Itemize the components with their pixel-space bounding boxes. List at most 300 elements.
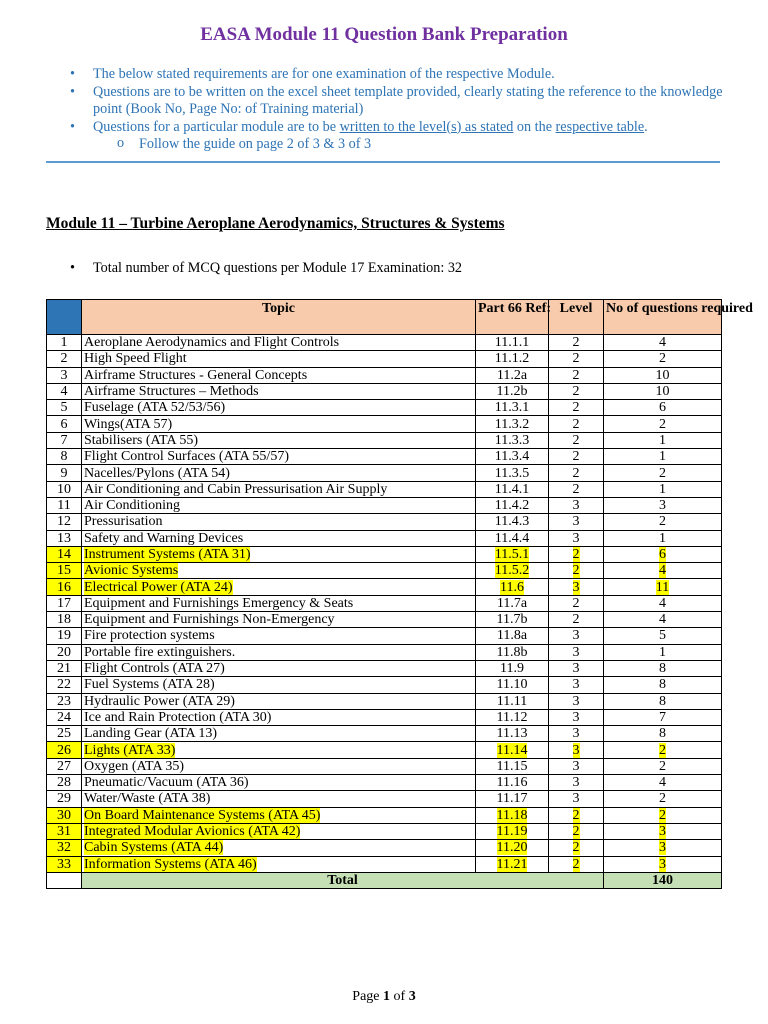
- table-row: [47, 514, 722, 530]
- row-number-text: 7: [60, 432, 68, 448]
- row-number: [47, 726, 82, 742]
- row-number-text: 27: [57, 758, 71, 774]
- circle-bullet-icon: o: [117, 135, 125, 151]
- table-row: [47, 742, 722, 758]
- row-number-text: 30: [57, 807, 71, 823]
- row-questions-text: 3: [659, 824, 666, 840]
- row-level: [549, 367, 604, 383]
- row-topic: [82, 856, 476, 872]
- table-row: [47, 497, 722, 513]
- row-topic-text: Hydraulic Power (ATA 29): [84, 693, 235, 709]
- row-ref-text: 11.3.3: [494, 432, 530, 448]
- row-topic: [82, 677, 476, 693]
- row-questions: [604, 465, 722, 481]
- row-level-text: 3: [572, 661, 580, 677]
- row-ref-text: 11.3.1: [494, 400, 530, 416]
- row-level-text: 3: [572, 775, 580, 791]
- row-number: [47, 823, 82, 839]
- row-questions-text: 4: [659, 612, 666, 628]
- row-ref-text: 11.1.1: [494, 335, 530, 351]
- row-questions-text: 1: [659, 432, 666, 448]
- row-topic-text: Airframe Structures - General Concepts: [84, 367, 308, 383]
- table-body: [47, 335, 722, 873]
- row-topic-text: Instrument Systems (ATA 31): [84, 547, 251, 562]
- row-number-text: 19: [57, 628, 71, 644]
- footer-page-total: 3: [408, 989, 416, 1004]
- table-row: [47, 823, 722, 839]
- row-number: [47, 775, 82, 791]
- table-row: [47, 807, 722, 823]
- row-number-text: 2: [60, 351, 68, 367]
- row-topic: [82, 823, 476, 839]
- row-questions: [604, 481, 722, 497]
- row-ref-text: 11.4.4: [494, 530, 530, 546]
- row-questions-text: 6: [659, 547, 666, 562]
- row-number-text: 3: [60, 367, 68, 383]
- row-topic: [82, 351, 476, 367]
- row-level-text: 2: [572, 563, 580, 579]
- sub-bullet-text: Follow the guide on page 2 of 3 & 3 of 3: [139, 136, 372, 152]
- footer-of-word: of: [390, 989, 409, 1004]
- table-row: [47, 449, 722, 465]
- table-row: [47, 595, 722, 611]
- row-level: [549, 449, 604, 465]
- row-topic: [82, 383, 476, 399]
- table-row: [47, 677, 722, 693]
- row-ref: [476, 709, 549, 725]
- row-number: [47, 481, 82, 497]
- row-topic-text: Pressurisation: [84, 514, 163, 530]
- row-level: [549, 595, 604, 611]
- row-number-text: 28: [57, 775, 71, 791]
- row-topic-text: Integrated Modular Avionics (ATA 42): [84, 824, 301, 840]
- table-link[interactable]: respective table: [555, 118, 645, 135]
- row-level: [549, 335, 604, 351]
- row-number-text: 31: [57, 824, 71, 840]
- row-number-text: 11: [57, 498, 71, 514]
- row-ref: [476, 432, 549, 448]
- row-ref-text: 11.7a: [496, 595, 528, 611]
- row-topic-text: Airframe Structures – Methods: [84, 384, 259, 400]
- row-level: [549, 465, 604, 481]
- total-row: [47, 872, 722, 888]
- row-level: [549, 726, 604, 742]
- table-row: [47, 335, 722, 351]
- table-row: [47, 628, 722, 644]
- row-ref-text: 11.5.1: [494, 547, 530, 562]
- row-level-text: 2: [572, 400, 580, 416]
- table-row: [47, 481, 722, 497]
- row-ref-text: 11.21: [496, 856, 528, 872]
- table-row: [47, 416, 722, 432]
- bullet-icon: •: [70, 260, 75, 276]
- row-ref-text: 11.2b: [496, 384, 528, 400]
- row-level: [549, 432, 604, 448]
- row-topic: [82, 497, 476, 513]
- row-level-text: 2: [572, 856, 580, 872]
- bullet-text: .: [644, 118, 648, 135]
- row-level-text: 3: [572, 693, 580, 709]
- row-questions-text: 2: [659, 465, 666, 481]
- row-topic: [82, 416, 476, 432]
- row-topic-text: Avionic Systems: [84, 563, 179, 579]
- row-level-text: 2: [572, 335, 580, 351]
- row-level-text: 2: [572, 481, 580, 497]
- row-number-text: 9: [60, 465, 68, 481]
- table-row: [47, 791, 722, 807]
- total-blank-cell: [47, 872, 82, 888]
- table-row: [47, 775, 722, 791]
- row-questions: [604, 579, 722, 595]
- row-level-text: 2: [572, 465, 580, 481]
- row-ref-text: 11.7b: [496, 612, 528, 628]
- row-level-text: 2: [572, 449, 580, 465]
- row-questions: [604, 595, 722, 611]
- row-questions-text: 8: [659, 661, 666, 677]
- row-ref: [476, 856, 549, 872]
- row-ref: [476, 367, 549, 383]
- row-questions: [604, 644, 722, 660]
- row-number: [47, 660, 82, 676]
- row-ref-text: 11.9: [500, 661, 524, 677]
- header-ref: Part 66 Ref:: [476, 300, 549, 335]
- table-row: [47, 644, 722, 660]
- row-level: [549, 807, 604, 823]
- row-number: [47, 383, 82, 399]
- row-questions-text: 3: [659, 498, 666, 514]
- row-topic-text: Fuselage (ATA 52/53/56): [84, 400, 226, 416]
- row-questions: [604, 546, 722, 562]
- row-level-text: 2: [572, 351, 580, 367]
- row-number-text: 10: [57, 481, 71, 497]
- header-level: Level: [549, 300, 604, 335]
- row-topic: [82, 579, 476, 595]
- row-questions: [604, 432, 722, 448]
- row-topic-text: Fire protection systems: [84, 628, 215, 644]
- row-ref: [476, 530, 549, 546]
- row-ref: [476, 546, 549, 562]
- row-topic-text: Oxygen (ATA 35): [84, 758, 184, 774]
- row-ref-text: 11.20: [496, 840, 528, 856]
- row-number: [47, 465, 82, 481]
- row-questions: [604, 628, 722, 644]
- row-ref-text: 11.2a: [496, 367, 528, 383]
- row-ref: [476, 416, 549, 432]
- row-questions: [604, 660, 722, 676]
- row-number-text: 17: [57, 595, 71, 611]
- row-topic-text: Portable fire extinguishers.: [84, 644, 236, 660]
- row-questions: [604, 775, 722, 791]
- row-number-text: 24: [57, 709, 71, 725]
- row-number-text: 20: [57, 644, 71, 660]
- row-number-text: 21: [57, 661, 71, 677]
- row-ref-text: 11.1.2: [494, 351, 530, 367]
- bullet-icon: •: [70, 83, 75, 100]
- row-level: [549, 383, 604, 399]
- row-ref-text: 11.3.5: [494, 465, 530, 481]
- row-topic: [82, 612, 476, 628]
- row-ref: [476, 400, 549, 416]
- row-questions-text: 4: [659, 563, 666, 579]
- row-questions-text: 8: [659, 693, 666, 709]
- row-questions: [604, 791, 722, 807]
- row-number: [47, 546, 82, 562]
- bullet-text: The below stated requirements are for one examination of the respective Module.: [93, 66, 555, 82]
- row-questions-text: 2: [659, 758, 666, 774]
- row-ref-text: 11.16: [496, 775, 528, 791]
- row-ref: [476, 807, 549, 823]
- row-ref-text: 11.4.2: [494, 498, 530, 514]
- table-row: [47, 709, 722, 725]
- row-ref-text: 11.10: [496, 677, 528, 693]
- row-ref: [476, 693, 549, 709]
- row-ref-text: 11.8a: [496, 628, 528, 644]
- row-topic: [82, 660, 476, 676]
- row-number-text: 22: [57, 677, 71, 693]
- row-ref: [476, 481, 549, 497]
- row-questions: [604, 383, 722, 399]
- row-number-text: 16: [57, 579, 71, 595]
- question-bank-table: [46, 299, 753, 889]
- table-row: [47, 579, 722, 595]
- row-topic: [82, 775, 476, 791]
- row-level: [549, 742, 604, 758]
- row-questions: [604, 823, 722, 839]
- row-level: [549, 628, 604, 644]
- row-level-text: 2: [572, 807, 580, 823]
- row-number: [47, 644, 82, 660]
- table-row: [47, 563, 722, 579]
- row-questions: [604, 807, 722, 823]
- row-number-text: 4: [60, 384, 68, 400]
- table-row: [47, 840, 722, 856]
- row-level-text: 2: [572, 840, 580, 856]
- row-number-text: 6: [60, 416, 68, 432]
- row-level: [549, 823, 604, 839]
- row-ref: [476, 579, 549, 595]
- row-topic: [82, 758, 476, 774]
- row-topic: [82, 644, 476, 660]
- row-questions-text: 7: [659, 709, 666, 725]
- row-level: [549, 644, 604, 660]
- row-ref-text: 11.3.4: [494, 449, 530, 465]
- row-topic-text: Air Conditioning and Cabin Pressurisation Air Supply: [84, 481, 388, 497]
- row-number-text: 1: [60, 335, 68, 351]
- table-row: [47, 758, 722, 774]
- row-questions-text: 11: [655, 579, 670, 595]
- row-questions: [604, 742, 722, 758]
- row-number-text: 33: [57, 856, 71, 872]
- row-topic-text: Fuel Systems (ATA 28): [84, 677, 215, 693]
- row-number: [47, 856, 82, 872]
- row-topic: [82, 595, 476, 611]
- row-ref: [476, 726, 549, 742]
- row-questions: [604, 514, 722, 530]
- row-topic: [82, 628, 476, 644]
- row-topic-text: On Board Maintenance Systems (ATA 45): [84, 807, 321, 823]
- row-level-text: 3: [572, 709, 580, 725]
- table-row: [47, 612, 722, 628]
- row-ref: [476, 742, 549, 758]
- bullet-item: [70, 84, 730, 119]
- row-questions: [604, 726, 722, 742]
- row-questions-text: 2: [659, 351, 666, 367]
- row-number-text: 18: [57, 612, 71, 628]
- row-number-text: 25: [57, 726, 71, 742]
- row-ref: [476, 660, 549, 676]
- row-topic-text: Information Systems (ATA 46): [84, 856, 257, 872]
- row-topic-text: Equipment and Furnishings Emergency & Seats: [84, 595, 354, 611]
- footer-page-word: Page: [352, 989, 384, 1004]
- row-level-text: 2: [572, 595, 580, 611]
- table-row: [47, 726, 722, 742]
- level-link[interactable]: written to the level(s) as stated: [339, 118, 514, 135]
- row-level-text: 3: [572, 579, 580, 595]
- row-level-text: 3: [572, 758, 580, 774]
- row-questions-text: 1: [659, 530, 666, 546]
- row-topic: [82, 514, 476, 530]
- row-ref-text: 11.4.1: [494, 481, 530, 497]
- table-row: [47, 693, 722, 709]
- row-questions: [604, 677, 722, 693]
- row-level: [549, 563, 604, 579]
- row-topic-text: High Speed Flight: [84, 351, 187, 367]
- row-topic-text: Air Conditioning: [84, 498, 181, 514]
- row-topic: [82, 709, 476, 725]
- row-level: [549, 416, 604, 432]
- row-level: [549, 709, 604, 725]
- row-number: [47, 514, 82, 530]
- row-number: [47, 612, 82, 628]
- row-ref: [476, 351, 549, 367]
- row-topic: [82, 481, 476, 497]
- row-level-text: 2: [572, 367, 580, 383]
- row-ref: [476, 823, 549, 839]
- row-number-text: 14: [57, 547, 71, 562]
- row-number-text: 13: [57, 530, 71, 546]
- row-topic-text: Flight Control Surfaces (ATA 55/57): [84, 449, 289, 465]
- row-ref: [476, 449, 549, 465]
- row-topic-text: Electrical Power (ATA 24): [84, 579, 233, 595]
- table-row: [47, 432, 722, 448]
- row-questions-text: 8: [659, 726, 666, 742]
- row-number: [47, 367, 82, 383]
- row-ref-text: 11.14: [496, 742, 528, 758]
- header-corner-cell: [47, 300, 82, 335]
- row-number: [47, 579, 82, 595]
- bullet-item: [70, 119, 730, 137]
- row-level: [549, 546, 604, 562]
- row-level-text: 3: [572, 628, 580, 644]
- row-topic-text: Flight Controls (ATA 27): [84, 661, 225, 677]
- row-topic-text: Lights (ATA 33): [84, 742, 176, 758]
- row-ref: [476, 840, 549, 856]
- table-row: [47, 660, 722, 676]
- row-questions: [604, 530, 722, 546]
- row-topic-text: Wings(ATA 57): [84, 416, 173, 432]
- row-topic: [82, 693, 476, 709]
- row-ref: [476, 335, 549, 351]
- row-questions: [604, 563, 722, 579]
- row-level: [549, 677, 604, 693]
- row-number: [47, 449, 82, 465]
- row-topic: [82, 367, 476, 383]
- row-number: [47, 677, 82, 693]
- bullet-item: [70, 66, 730, 84]
- row-topic: [82, 335, 476, 351]
- row-number: [47, 709, 82, 725]
- row-number-text: 5: [60, 400, 68, 416]
- row-topic-text: Aeroplane Aerodynamics and Flight Controls: [84, 335, 340, 351]
- row-level-text: 3: [572, 726, 580, 742]
- row-number: [47, 497, 82, 513]
- row-topic-text: Stabilisers (ATA 55): [84, 432, 198, 448]
- row-questions-text: 3: [659, 856, 666, 872]
- row-questions: [604, 758, 722, 774]
- row-number: [47, 840, 82, 856]
- row-level: [549, 351, 604, 367]
- row-questions-text: 1: [659, 449, 666, 465]
- row-topic: [82, 563, 476, 579]
- row-ref: [476, 465, 549, 481]
- module-heading: Module 11 – Turbine Aeroplane Aerodynamics, Structures & Systems: [46, 215, 505, 232]
- row-level-text: 2: [572, 824, 580, 840]
- table-row: [47, 546, 722, 562]
- row-topic: [82, 742, 476, 758]
- row-questions-text: 2: [659, 416, 666, 432]
- row-ref: [476, 383, 549, 399]
- row-number: [47, 758, 82, 774]
- row-number: [47, 807, 82, 823]
- row-ref: [476, 612, 549, 628]
- row-questions-text: 5: [659, 628, 666, 644]
- bullet-icon: •: [70, 118, 75, 135]
- row-questions: [604, 856, 722, 872]
- footer-page-num: 1: [383, 989, 391, 1004]
- total-mcq-text: Total number of MCQ questions per Module 17 Examination: 32: [93, 260, 463, 276]
- row-ref-text: 11.17: [496, 791, 528, 807]
- row-questions-text: 8: [659, 677, 666, 693]
- row-number: [47, 530, 82, 546]
- row-ref-text: 11.18: [496, 807, 528, 823]
- row-ref-text: 11.6: [500, 579, 524, 595]
- row-ref: [476, 677, 549, 693]
- row-number: [47, 416, 82, 432]
- row-ref-text: 11.5.2: [494, 563, 530, 579]
- table-row: [47, 856, 722, 872]
- row-topic: [82, 840, 476, 856]
- row-ref: [476, 775, 549, 791]
- row-number: [47, 628, 82, 644]
- row-questions: [604, 709, 722, 725]
- row-topic: [82, 726, 476, 742]
- row-topic-text: Safety and Warning Devices: [84, 530, 244, 546]
- row-questions: [604, 416, 722, 432]
- row-ref: [476, 628, 549, 644]
- row-topic-text: Cabin Systems (ATA 44): [84, 840, 224, 856]
- table-row: [47, 530, 722, 546]
- row-level: [549, 612, 604, 628]
- row-questions-text: 4: [659, 595, 666, 611]
- row-level-text: 3: [572, 498, 580, 514]
- row-questions: [604, 449, 722, 465]
- row-topic: [82, 791, 476, 807]
- row-ref-text: 11.13: [496, 726, 528, 742]
- row-ref: [476, 563, 549, 579]
- table-row: [47, 351, 722, 367]
- row-level: [549, 693, 604, 709]
- page-title: EASA Module 11 Question Bank Preparation: [200, 24, 568, 45]
